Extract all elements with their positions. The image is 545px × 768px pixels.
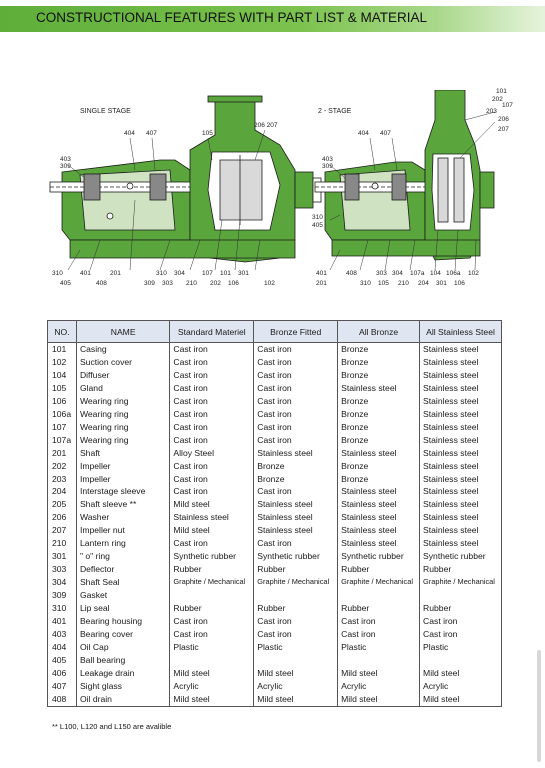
two-stage-label: 2 - STAGE <box>318 108 352 115</box>
table-row <box>48 382 502 395</box>
cell-all-bronze: Rubber <box>338 602 420 615</box>
cell-standard: Mild steel <box>170 498 254 511</box>
callout-label: 203 <box>486 108 497 115</box>
cell-all-bronze: Stainless steel <box>338 511 420 524</box>
callout-label: 309 <box>144 280 155 287</box>
cell-name: Impeller <box>76 473 169 486</box>
cell-no: 203 <box>48 473 77 486</box>
cell-bronze-fitted: Rubber <box>254 602 338 615</box>
callout-label: 403 <box>60 156 71 163</box>
cell-name: Wearing ring <box>76 395 169 408</box>
cell-all-bronze: Stainless steel <box>338 524 420 537</box>
cell-bronze-fitted: Mild steel <box>254 693 338 706</box>
cell-all-stainless <box>420 654 502 667</box>
callout-label: 310 <box>360 280 371 287</box>
table-row <box>48 498 502 511</box>
cell-all-bronze: Plastic <box>338 641 420 654</box>
cell-name: Shaft sleeve ** <box>76 498 169 511</box>
callout-label: 106a <box>446 270 461 277</box>
cell-all-stainless: Rubber <box>420 602 502 615</box>
column-header-name: NAME <box>76 321 169 343</box>
callout-label: 304 <box>174 270 185 277</box>
cell-standard: Cast iron <box>170 434 254 447</box>
cell-all-bronze: Stainless steel <box>338 498 420 511</box>
column-header-standard: Standard Materiel <box>170 321 254 343</box>
cell-all-bronze: Bronze <box>338 421 420 434</box>
callout-label: 101 <box>496 88 507 95</box>
cell-no: 105 <box>48 382 77 395</box>
callout-label: 206 207 <box>254 122 278 129</box>
callout-label: 107 <box>202 270 213 277</box>
cell-bronze-fitted <box>254 589 338 602</box>
cell-standard: Stainless steel <box>170 511 254 524</box>
cell-standard: Cast iron <box>170 343 254 356</box>
callout-label: 407 <box>380 130 391 137</box>
cell-bronze-fitted: Stainless steel <box>254 511 338 524</box>
callout-label: 408 <box>96 280 107 287</box>
scrollbar[interactable] <box>537 650 541 762</box>
cell-all-stainless: Plastic <box>420 641 502 654</box>
callout-label: 301 <box>238 270 249 277</box>
table-row <box>48 473 502 486</box>
cell-all-stainless: Mild steel <box>420 693 502 706</box>
cell-all-bronze: Stainless steel <box>338 447 420 460</box>
cell-bronze-fitted: Stainless steel <box>254 524 338 537</box>
cell-name: Oil drain <box>76 693 169 706</box>
table-row <box>48 589 502 602</box>
cell-no: 107 <box>48 421 77 434</box>
cell-bronze-fitted <box>254 654 338 667</box>
callout-label: 201 <box>110 270 121 277</box>
single-stage-pump <box>50 96 321 262</box>
cell-all-stainless: Stainless steel <box>420 395 502 408</box>
cell-all-stainless: Stainless steel <box>420 343 502 356</box>
table-row <box>48 576 502 589</box>
cell-all-stainless <box>420 589 502 602</box>
cell-bronze-fitted: Cast iron <box>254 382 338 395</box>
cell-all-bronze: Mild steel <box>338 667 420 680</box>
table-row <box>48 550 502 563</box>
cell-all-bronze <box>338 654 420 667</box>
callout-label: 105 <box>378 280 389 287</box>
cell-standard: Cast iron <box>170 408 254 421</box>
single-stage-label: SINGLE STAGE <box>80 108 131 115</box>
cell-all-bronze: Bronze <box>338 434 420 447</box>
parts-material-table-wrap <box>47 320 502 707</box>
cell-all-stainless: Stainless steel <box>420 485 502 498</box>
cell-bronze-fitted: Plastic <box>254 641 338 654</box>
parts-material-table <box>47 320 502 707</box>
cell-name: Leakage drain <box>76 667 169 680</box>
column-header-bronze-fitted: Bronze Fitted <box>254 321 338 343</box>
callout-label: 202 <box>210 280 221 287</box>
cell-no: 106 <box>48 395 77 408</box>
cell-all-stainless: Mild steel <box>420 667 502 680</box>
cell-all-bronze: Stainless steel <box>338 382 420 395</box>
cell-no: 104 <box>48 369 77 382</box>
callout-label: 407 <box>146 130 157 137</box>
table-row <box>48 615 502 628</box>
callout-label: 310 <box>52 270 63 277</box>
cell-name: Interstage sleeve <box>76 485 169 498</box>
cell-bronze-fitted: Cast iron <box>254 395 338 408</box>
cell-standard <box>170 589 254 602</box>
cell-name: Suction cover <box>76 356 169 369</box>
cell-standard: Cast iron <box>170 615 254 628</box>
cell-name: Impeller nut <box>76 524 169 537</box>
cell-standard: Cast iron <box>170 628 254 641</box>
cell-all-bronze: Rubber <box>338 563 420 576</box>
cell-all-stainless: Stainless steel <box>420 369 502 382</box>
cell-standard: Graphite / Mechanical <box>170 576 254 589</box>
table-body <box>48 343 502 707</box>
table-row <box>48 524 502 537</box>
cell-all-stainless: Stainless steel <box>420 511 502 524</box>
cell-no: 205 <box>48 498 77 511</box>
column-header-all-bronze: All Bronze <box>338 321 420 343</box>
cell-all-stainless: Stainless steel <box>420 498 502 511</box>
cell-bronze-fitted: Cast iron <box>254 485 338 498</box>
cell-no: 407 <box>48 680 77 693</box>
table-row <box>48 537 502 550</box>
cell-standard: Cast iron <box>170 369 254 382</box>
cell-name: Bearing housing <box>76 615 169 628</box>
cell-all-bronze: Bronze <box>338 343 420 356</box>
cell-no: 401 <box>48 615 77 628</box>
callout-label: 303 <box>376 270 387 277</box>
cell-no: 303 <box>48 563 77 576</box>
cell-name: Casing <box>76 343 169 356</box>
table-row <box>48 460 502 473</box>
table-row <box>48 447 502 460</box>
cell-all-stainless: Acrylic <box>420 680 502 693</box>
cell-standard: Cast iron <box>170 382 254 395</box>
callout-label: 207 <box>498 126 509 133</box>
pump-cross-section-figure <box>40 88 513 300</box>
table-row <box>48 693 502 706</box>
cell-standard <box>170 654 254 667</box>
table-row <box>48 485 502 498</box>
table-row <box>48 511 502 524</box>
cell-standard: Mild steel <box>170 667 254 680</box>
cell-bronze-fitted: Cast iron <box>254 434 338 447</box>
callout-label: 104 <box>430 270 441 277</box>
cell-bronze-fitted: Mild steel <box>254 667 338 680</box>
cell-bronze-fitted: Synthetic rubber <box>254 550 338 563</box>
table-row <box>48 434 502 447</box>
cell-standard: Cast iron <box>170 485 254 498</box>
table-row <box>48 628 502 641</box>
cell-all-stainless: Synthetic rubber <box>420 550 502 563</box>
table-row <box>48 641 502 654</box>
page-title: CONSTRUCTIONAL FEATURES WITH PART LIST & MATERIAL <box>36 10 428 25</box>
cell-bronze-fitted: Cast iron <box>254 408 338 421</box>
cell-bronze-fitted: Bronze <box>254 473 338 486</box>
cell-bronze-fitted: Cast iron <box>254 615 338 628</box>
cell-name: Shaft <box>76 447 169 460</box>
cell-all-stainless: Stainless steel <box>420 460 502 473</box>
cell-all-bronze: Graphite / Mechanical <box>338 576 420 589</box>
cell-name: Gland <box>76 382 169 395</box>
callout-label: 303 <box>162 280 173 287</box>
callout-label: 309 <box>60 163 71 170</box>
cell-no: 101 <box>48 343 77 356</box>
cell-no: 406 <box>48 667 77 680</box>
cell-all-stainless: Stainless steel <box>420 382 502 395</box>
column-header-all-stainless: All Stainless Steel <box>420 321 502 343</box>
cell-no: 304 <box>48 576 77 589</box>
cell-standard: Cast iron <box>170 537 254 550</box>
cell-all-bronze: Bronze <box>338 356 420 369</box>
cell-bronze-fitted: Cast iron <box>254 343 338 356</box>
callout-label: 310 <box>156 270 167 277</box>
cell-all-stainless: Stainless steel <box>420 408 502 421</box>
cell-name: Wearing ring <box>76 434 169 447</box>
cell-all-bronze: Cast iron <box>338 628 420 641</box>
cell-all-bronze: Stainless steel <box>338 537 420 550</box>
column-header-no: NO. <box>48 321 77 343</box>
cell-no: 107a <box>48 434 77 447</box>
cell-no: 405 <box>48 654 77 667</box>
cell-name: Wearing ring <box>76 421 169 434</box>
cell-all-bronze: Bronze <box>338 369 420 382</box>
cell-all-bronze <box>338 589 420 602</box>
callout-label: 301 <box>436 280 447 287</box>
cell-all-stainless: Stainless steel <box>420 434 502 447</box>
cell-name: Diffuser <box>76 369 169 382</box>
table-row <box>48 395 502 408</box>
cell-all-bronze: Acrylic <box>338 680 420 693</box>
callout-label: 405 <box>60 280 71 287</box>
callout-label: 304 <box>392 270 403 277</box>
table-row <box>48 563 502 576</box>
callout-label: 201 <box>316 280 327 287</box>
cell-no: 206 <box>48 511 77 524</box>
callout-label: 210 <box>186 280 197 287</box>
cell-all-bronze: Bronze <box>338 408 420 421</box>
cell-name: Lip seal <box>76 602 169 615</box>
table-row <box>48 654 502 667</box>
cell-name: Gasket <box>76 589 169 602</box>
callout-label: 204 <box>418 280 429 287</box>
cell-no: 202 <box>48 460 77 473</box>
table-row <box>48 343 502 356</box>
cell-standard: Rubber <box>170 563 254 576</box>
cell-all-stainless: Stainless steel <box>420 524 502 537</box>
callout-label: 309 <box>322 163 333 170</box>
cell-all-bronze: Bronze <box>338 395 420 408</box>
cell-bronze-fitted: Cast iron <box>254 421 338 434</box>
cell-standard: Acrylic <box>170 680 254 693</box>
cell-bronze-fitted: Cast iron <box>254 369 338 382</box>
cell-all-stainless: Stainless steel <box>420 473 502 486</box>
cell-no: 310 <box>48 602 77 615</box>
cell-bronze-fitted: Bronze <box>254 460 338 473</box>
cell-no: 201 <box>48 447 77 460</box>
callout-label: 210 <box>398 280 409 287</box>
table-row <box>48 680 502 693</box>
callout-label: 404 <box>358 130 369 137</box>
cell-standard: Mild steel <box>170 524 254 537</box>
cell-all-stainless: Stainless steel <box>420 356 502 369</box>
cell-bronze-fitted: Rubber <box>254 563 338 576</box>
cell-all-bronze: Synthetic rubber <box>338 550 420 563</box>
cell-standard: Alloy Steel <box>170 447 254 460</box>
cell-bronze-fitted: Acrylic <box>254 680 338 693</box>
table-header-row <box>48 321 502 343</box>
callout-label: 408 <box>346 270 357 277</box>
cell-standard: Cast iron <box>170 460 254 473</box>
cell-all-bronze: Bronze <box>338 473 420 486</box>
table-row <box>48 356 502 369</box>
cell-all-stainless: Cast iron <box>420 628 502 641</box>
cell-all-stainless: Stainless steel <box>420 537 502 550</box>
cell-no: 301 <box>48 550 77 563</box>
table-row <box>48 602 502 615</box>
callout-label: 405 <box>312 222 323 229</box>
cell-all-stainless: Graphite / Mechanical <box>420 576 502 589</box>
cell-standard: Cast iron <box>170 395 254 408</box>
table-row <box>48 667 502 680</box>
cell-standard: Synthetic rubber <box>170 550 254 563</box>
table-row <box>48 369 502 382</box>
callout-label: 403 <box>322 156 333 163</box>
callout-label: 310 <box>312 214 323 221</box>
cell-name: Lantern ring <box>76 537 169 550</box>
callout-label: 106 <box>454 280 465 287</box>
cell-no: 106a <box>48 408 77 421</box>
cell-name: " o" ring <box>76 550 169 563</box>
cell-standard: Cast iron <box>170 473 254 486</box>
cell-name: Impeller <box>76 460 169 473</box>
cell-no: 210 <box>48 537 77 550</box>
cell-name: Wearing ring <box>76 408 169 421</box>
cell-standard: Rubber <box>170 602 254 615</box>
callout-label: 107a <box>410 270 425 277</box>
cell-all-bronze: Bronze <box>338 460 420 473</box>
callout-label: 202 <box>492 96 503 103</box>
callout-label: 101 <box>220 270 231 277</box>
cell-all-bronze: Mild steel <box>338 693 420 706</box>
cell-bronze-fitted: Stainless steel <box>254 447 338 460</box>
cell-standard: Cast iron <box>170 356 254 369</box>
footnote: ** L100, L120 and L150 are avalible <box>52 722 172 731</box>
cell-no: 408 <box>48 693 77 706</box>
cell-name: Deflector <box>76 563 169 576</box>
table-row <box>48 408 502 421</box>
callout-label: 106 <box>228 280 239 287</box>
table-row <box>48 421 502 434</box>
cell-name: Oil Cap <box>76 641 169 654</box>
cell-no: 403 <box>48 628 77 641</box>
cell-all-bronze: Stainless steel <box>338 485 420 498</box>
cell-standard: Cast iron <box>170 421 254 434</box>
callout-label: 401 <box>80 270 91 277</box>
cell-bronze-fitted: Graphite / Mechanical <box>254 576 338 589</box>
cell-name: Ball bearing <box>76 654 169 667</box>
cell-bronze-fitted: Stainless steel <box>254 498 338 511</box>
callout-label: 102 <box>264 280 275 287</box>
cell-bronze-fitted: Cast iron <box>254 537 338 550</box>
cell-name: Washer <box>76 511 169 524</box>
cell-all-bronze: Cast iron <box>338 615 420 628</box>
cell-no: 204 <box>48 485 77 498</box>
cell-standard: Mild steel <box>170 693 254 706</box>
cell-no: 102 <box>48 356 77 369</box>
cell-all-stainless: Stainless steel <box>420 421 502 434</box>
cell-no: 404 <box>48 641 77 654</box>
cell-standard: Plastic <box>170 641 254 654</box>
callout-label: 401 <box>316 270 327 277</box>
cell-all-stainless: Rubber <box>420 563 502 576</box>
cell-name: Sight glass <box>76 680 169 693</box>
callout-label: 404 <box>124 130 135 137</box>
cell-bronze-fitted: Cast iron <box>254 356 338 369</box>
cell-bronze-fitted: Cast iron <box>254 628 338 641</box>
cell-all-stainless: Cast iron <box>420 615 502 628</box>
cell-all-stainless: Stainless steel <box>420 447 502 460</box>
callout-label: 107 <box>502 102 513 109</box>
cell-no: 207 <box>48 524 77 537</box>
cell-name: Bearing cover <box>76 628 169 641</box>
cell-name: Shaft Seal <box>76 576 169 589</box>
callout-label: 102 <box>468 270 479 277</box>
callout-label: 206 <box>498 116 509 123</box>
callout-label: 105 <box>202 130 213 137</box>
cell-no: 309 <box>48 589 77 602</box>
